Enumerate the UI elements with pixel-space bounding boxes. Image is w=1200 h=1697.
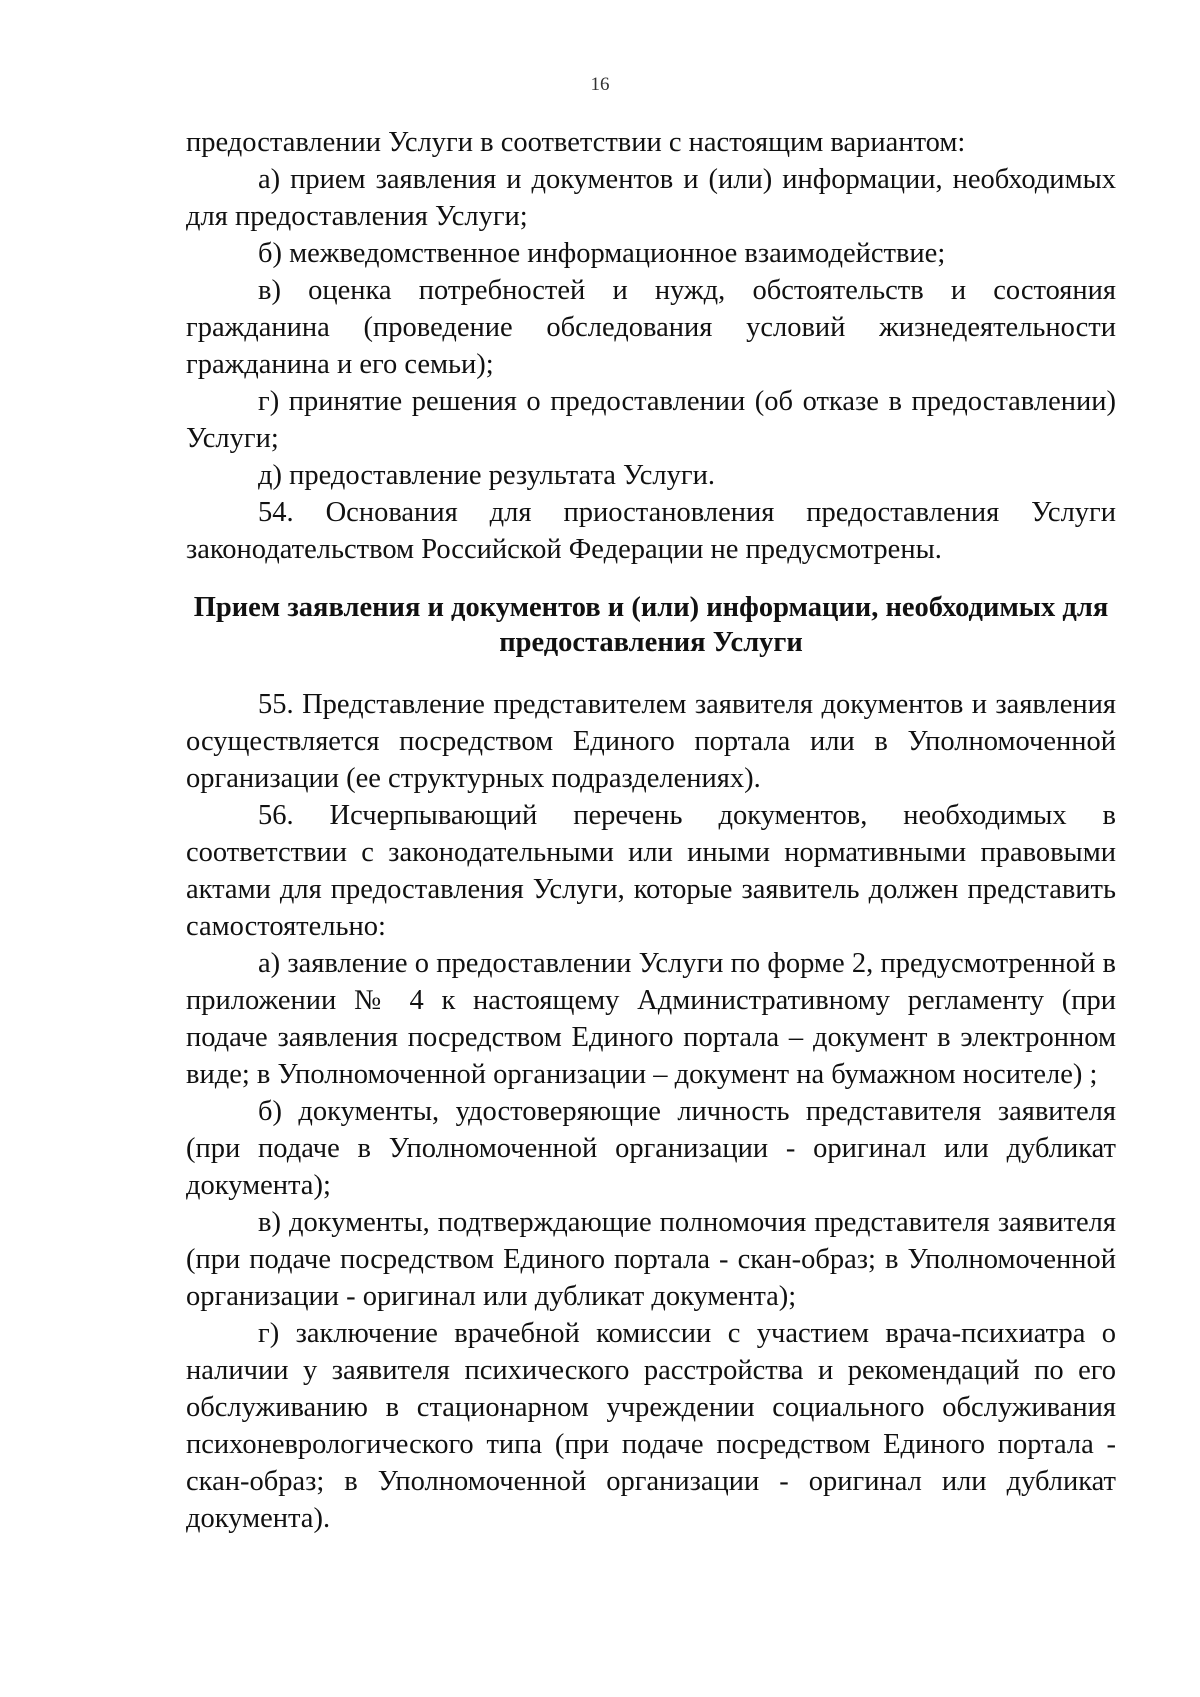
- intro-line: предоставлении Услуги в соответствии с настоящим вариантом:: [186, 127, 966, 158]
- clause-55: 55. Представление представителем заявителя документов и заявления осуществляется посредством Единого портала или в Уполномоченной организации (ее структурных подразделениях).: [186, 689, 1116, 794]
- page-number: 16: [590, 74, 610, 95]
- clause-56-item-b: б) документы, удостоверяющие личность представителя заявителя (при подаче в Уполномоченной организации - оригинал или дубликат документа);: [186, 1096, 1116, 1201]
- procedure-item-v: в) оценка потребностей и нужд, обстоятельств и состояния гражданина (проведение обследования условий жизнедеятельности гражданина и его семьи);: [186, 275, 1116, 380]
- clause-56-item-g: г) заключение врачебной комиссии с участием врача-психиатра о наличии у заявителя психического расстройства и рекомендаций по его обслуживанию в стационарном учреждении социального обслуживания психоневрологического типа (при подаче посредством Единого портала - скан-образ; в Уполномоченной организации - оригинал или дубликат документа).: [186, 1318, 1116, 1534]
- clause-54: 54. Основания для приостановления предоставления Услуги законодательством Российской Федерации не предусмотрены.: [186, 497, 1116, 565]
- clause-56-item-v: в) документы, подтверждающие полномочия представителя заявителя (при подаче посредством Единого портала - скан-образ; в Уполномоченной организации - оригинал или дубликат документа);: [186, 1207, 1116, 1312]
- clause-56-item-a: а) заявление о предоставлении Услуги по форме 2, предусмотренной в приложении № 4 к настоящему Административному регламенту (при подаче заявления посредством Единого портала – документ в электронном виде; в Уполномоченной организации – документ на бумажном носителе) ;: [186, 948, 1116, 1090]
- clause-56-intro: 56. Исчерпывающий перечень документов, необходимых в соответствии с законодательными или иными нормативными правовыми актами для предоставления Услуги, которые заявитель должен представить самостоятельно:: [186, 800, 1116, 942]
- section-heading: Прием заявления и документов и (или) информации, необходимых для предоставления Услуги: [193, 592, 1109, 658]
- procedure-item-g: г) принятие решения о предоставлении (об отказе в предоставлении) Услуги;: [186, 386, 1116, 454]
- procedure-item-d: д) предоставление результата Услуги.: [258, 460, 715, 491]
- procedure-item-b: б) межведомственное информационное взаимодействие;: [258, 238, 946, 269]
- procedure-item-a: а) прием заявления и документов и (или) информации, необходимых для предоставления Услуги;: [186, 164, 1116, 232]
- document-body: [186, 124, 1116, 1537]
